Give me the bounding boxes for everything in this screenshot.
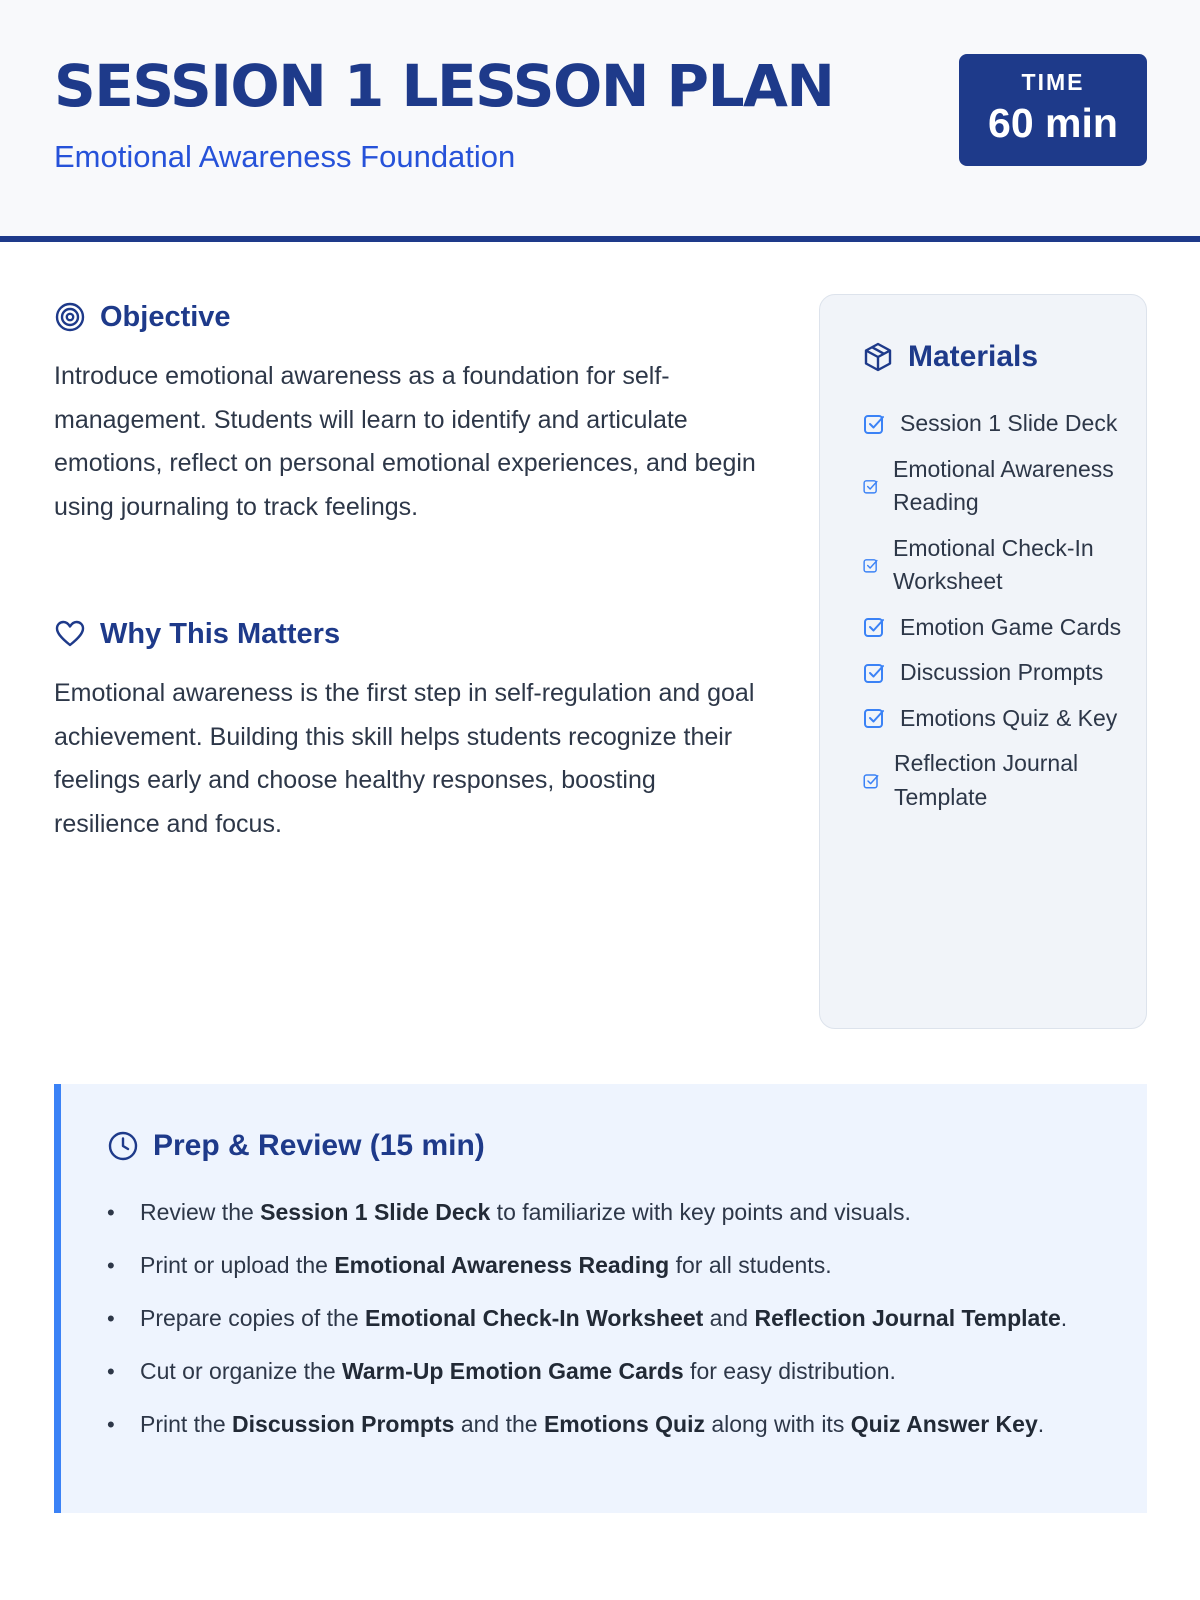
material-item [862,702,1132,736]
check-square-icon [862,661,886,685]
heart-icon [54,618,86,650]
prep-item: • Prepare copies of the Emotional Check-In Worksheet and Reflection Journal Template. [107,1300,1117,1337]
time-label: TIME [1021,69,1085,95]
page-title: SESSION 1 LESSON PLAN [54,52,834,120]
objective-text: Introduce emotional awareness as a foundation for self-management. Students will learn to identify and articulate emotions, reflect on personal emotional experiences, and begin using journaling to track feelings. [54,362,756,521]
prep-item: • Print or upload the Emotional Awareness Reading for all students. [107,1247,1117,1284]
materials-card [819,294,1147,1029]
objective-heading: Objective [100,301,231,333]
prep-item: • Print the Discussion Prompts and the Emotions Quiz along with its Quiz Answer Key. [107,1406,1117,1443]
prep-heading-row [107,1128,485,1164]
box-icon [862,341,894,373]
time-value: 60 min [988,99,1118,146]
material-label: Emotional Check-In Worksheet [893,534,1094,594]
time-badge [959,54,1147,166]
material-item [862,656,1132,690]
material-label: Emotions Quiz & Key [900,704,1118,731]
material-item [862,747,1132,814]
target-icon [54,301,86,333]
material-label: Emotion Game Cards [900,613,1122,640]
material-item [862,611,1132,645]
why-heading: Why This Matters [100,618,341,650]
page-subtitle: Emotional Awareness Foundation [54,139,516,174]
materials-list [862,407,1132,826]
why-heading-row [54,617,340,652]
material-label: Reflection Journal Template [894,750,1079,810]
clock-icon [107,1130,139,1162]
check-square-icon [862,412,886,436]
prep-item: • Review the Session 1 Slide Deck to familiarize with key points and visuals. [107,1194,1117,1231]
prep-item: • Cut or organize the Warm-Up Emotion Game Cards for easy distribution. [107,1353,1117,1390]
material-label: Session 1 Slide Deck [900,410,1118,436]
material-item [862,532,1132,599]
check-square-icon [862,557,879,574]
material-item [862,407,1132,441]
material-label: Emotional Awareness Reading [893,455,1114,515]
prep-review-panel [54,1084,1147,1513]
check-square-icon [862,772,880,790]
why-text: Emotional awareness is the first step in self-regulation and goal achievement. Building this skill helps students recognize their feelings early and choose healthy responses, boosting resilience and focus. [54,679,755,838]
prep-list [107,1194,1117,1459]
materials-heading: Materials [908,340,1039,373]
prep-heading: Prep & Review (15 min) [153,1129,485,1162]
check-square-icon [862,478,879,495]
check-square-icon [862,615,886,639]
material-item [862,453,1132,520]
material-label: Discussion Prompts [900,659,1104,685]
page-header [0,0,1200,242]
check-square-icon [862,706,886,730]
objective-heading-row [54,300,231,335]
materials-heading-row [862,339,1038,375]
